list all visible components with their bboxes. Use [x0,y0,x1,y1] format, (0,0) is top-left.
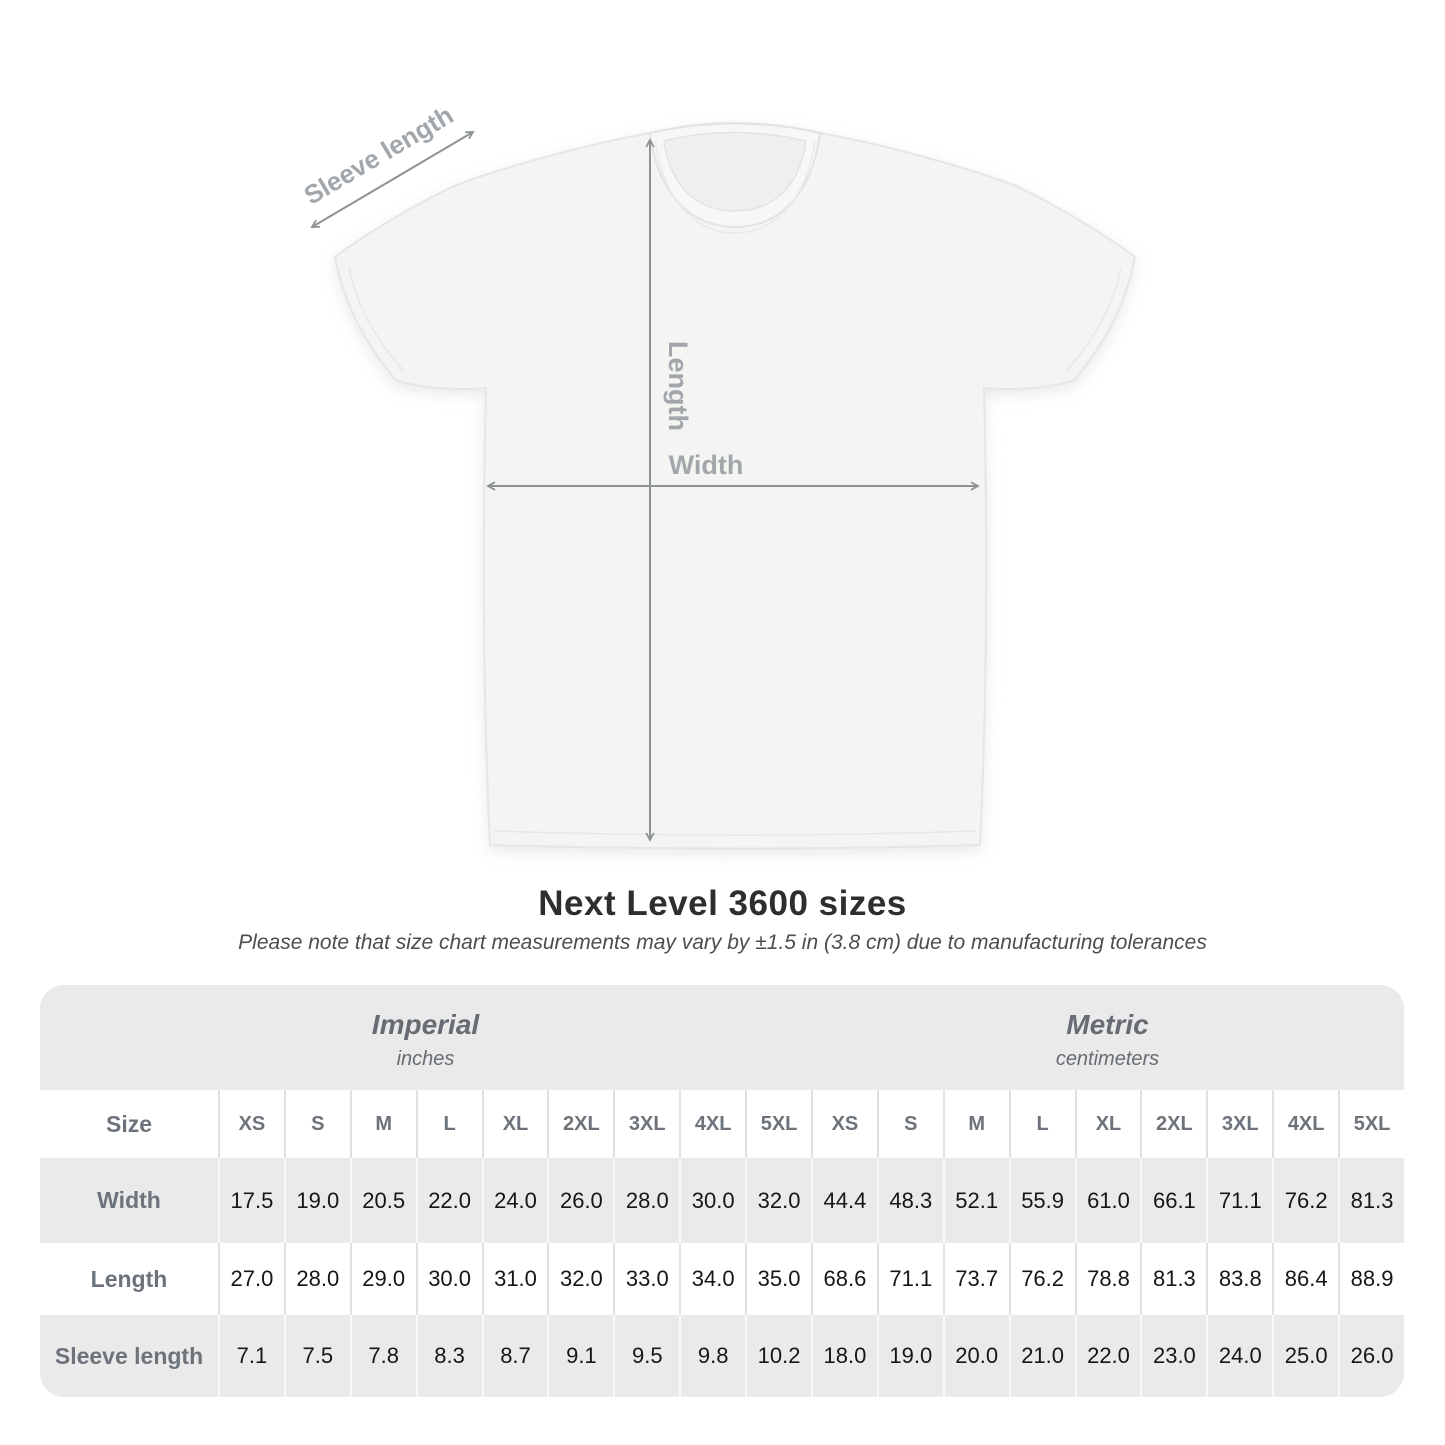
size-column-header: XL [1075,1090,1141,1158]
size-column-header: 3XL [1206,1090,1272,1158]
measurement-cell: 71.1 [877,1243,943,1315]
measurement-cell: 10.2 [745,1315,811,1397]
imperial-group-header [40,985,811,1090]
measurement-cell: 28.0 [284,1243,350,1315]
size-column-header: L [1009,1090,1075,1158]
measurement-cell: 31.0 [482,1243,548,1315]
size-column-header: 2XL [1140,1090,1206,1158]
measurement-cell: 52.1 [943,1158,1009,1243]
measurement-cell: 23.0 [1140,1315,1206,1397]
measurement-cell: 21.0 [1009,1315,1075,1397]
size-column-header: M [943,1090,1009,1158]
measurement-cell: 66.1 [1140,1158,1206,1243]
metric-group-name: Metric [1066,1008,1149,1040]
sleeve-length-arrow-label: Sleeve length [298,99,459,211]
measurement-cell: 19.0 [284,1158,350,1243]
measurement-cell: 88.9 [1338,1243,1404,1315]
measurement-cell: 32.0 [547,1243,613,1315]
size-column-header: XS [811,1090,877,1158]
measurement-cell: 27.0 [218,1243,284,1315]
measurement-cell: 44.4 [811,1158,877,1243]
measurement-cell: 20.0 [943,1315,1009,1397]
size-column-header: 4XL [679,1090,745,1158]
size-column-header: 5XL [745,1090,811,1158]
measurement-cell: 83.8 [1206,1243,1272,1315]
measurement-cell: 22.0 [1075,1315,1141,1397]
size-column-header: XS [218,1090,284,1158]
page-title: Next Level 3600 sizes [538,884,907,923]
measurement-cell: 33.0 [613,1243,679,1315]
size-table [40,985,1404,1397]
size-column-header: M [350,1090,416,1158]
measurement-cell: 34.0 [679,1243,745,1315]
measurement-cell: 8.3 [416,1315,482,1397]
measurement-cell: 73.7 [943,1243,1009,1315]
size-corner-header: Size [105,1110,153,1137]
measurement-cell: 20.5 [350,1158,416,1243]
metric-group-unit: centimeters [1055,1047,1160,1070]
size-column-header: 2XL [547,1090,613,1158]
measurement-cell: 9.8 [679,1315,745,1397]
measurement-cell: 24.0 [1206,1315,1272,1397]
measurement-cell: 81.3 [1140,1243,1206,1315]
size-column-header: S [284,1090,350,1158]
measurement-cell: 76.2 [1272,1158,1338,1243]
length-arrow-label: Length [663,341,693,431]
size-header-row [40,1090,1404,1158]
unit-group-band [40,985,1404,1090]
metric-group-header [811,985,1404,1090]
tolerance-note: Please note that size chart measurements may vary by ±1.5 in (3.8 cm) due to manufacturing tolerances [238,931,1207,954]
measurement-cell: 68.6 [811,1243,877,1315]
measurement-cell: 9.5 [613,1315,679,1397]
size-column-header: XL [482,1090,548,1158]
measurement-cell: 19.0 [877,1315,943,1397]
measurement-cell: 35.0 [745,1243,811,1315]
imperial-group-unit: inches [396,1047,455,1070]
measurement-cell: 86.4 [1272,1243,1338,1315]
size-column-header: 4XL [1272,1090,1338,1158]
measurement-cell: 25.0 [1272,1315,1338,1397]
measurement-cell: 18.0 [811,1315,877,1397]
row-label-width: Width [97,1187,161,1213]
measurement-cell: 71.1 [1206,1158,1272,1243]
measurement-cell: 29.0 [350,1243,416,1315]
measurement-cell: 7.5 [284,1315,350,1397]
measurement-cell: 17.5 [218,1158,284,1243]
row-label-sleeve-length: Sleeve length [54,1342,204,1369]
measurement-cell: 22.0 [416,1158,482,1243]
measurement-cell: 81.3 [1338,1158,1404,1243]
width-arrow-label: Width [668,450,744,480]
width-row [40,1158,1404,1243]
length-row [40,1243,1404,1315]
size-column-header: S [877,1090,943,1158]
measurement-cell: 28.0 [613,1158,679,1243]
measurement-cell: 9.1 [547,1315,613,1397]
measurement-cell: 30.0 [416,1243,482,1315]
size-column-header: L [416,1090,482,1158]
measurement-cell: 61.0 [1075,1158,1141,1243]
measurement-cell: 7.1 [218,1315,284,1397]
measurement-cell: 24.0 [482,1158,548,1243]
measurement-cell: 78.8 [1075,1243,1141,1315]
imperial-group-name: Imperial [371,1008,480,1040]
measurement-cell: 76.2 [1009,1243,1075,1315]
measurement-cell: 8.7 [482,1315,548,1397]
measurement-cell: 30.0 [679,1158,745,1243]
measurement-cell: 26.0 [547,1158,613,1243]
measurement-cell: 55.9 [1009,1158,1075,1243]
size-column-header: 5XL [1338,1090,1404,1158]
row-label-length: Length [90,1265,168,1292]
size-column-header: 3XL [613,1090,679,1158]
measurement-cell: 26.0 [1338,1315,1404,1397]
sleeve-length-row [40,1315,1404,1397]
measurement-cell: 48.3 [877,1158,943,1243]
measurement-cell: 7.8 [350,1315,416,1397]
measurement-cell: 32.0 [745,1158,811,1243]
